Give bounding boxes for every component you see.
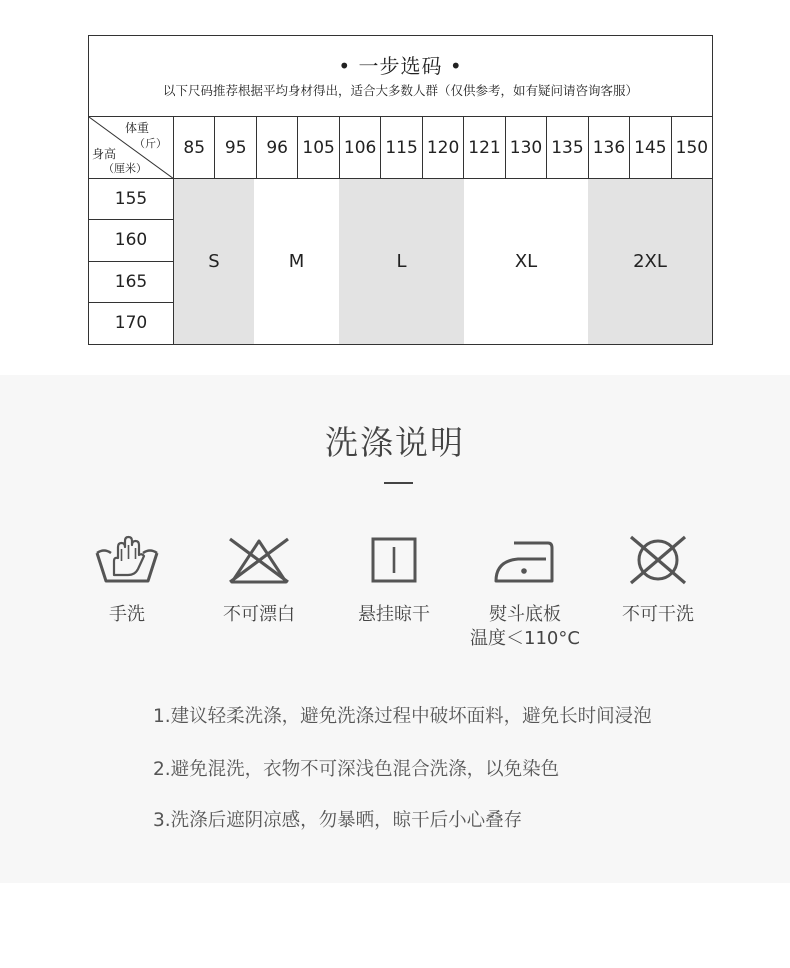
care-label: 手洗 bbox=[109, 604, 145, 625]
size-zone-2xl: 2XL bbox=[588, 179, 712, 344]
no-bleach-icon bbox=[224, 535, 294, 587]
wash-title: 洗涤说明 bbox=[325, 423, 465, 462]
iron-icon bbox=[490, 535, 560, 587]
height-cell: 165 bbox=[89, 262, 173, 303]
care-label-temperature: 温度＜110°C bbox=[470, 628, 580, 649]
care-item-hand-wash bbox=[57, 535, 197, 627]
no-dry-clean-icon bbox=[623, 535, 693, 587]
care-item-no-dry-clean bbox=[588, 535, 728, 627]
weight-cell: 145 bbox=[630, 117, 671, 178]
wash-note-1: 1.建议轻柔洗涤，避免洗涤过程中破坏面料，避免长时间浸泡 bbox=[153, 706, 652, 727]
care-item-hang-dry bbox=[324, 535, 464, 627]
corner-header-cell bbox=[89, 117, 174, 179]
wash-note-3: 3.洗涤后遮阴凉感，勿暴晒，晾干后小心叠存 bbox=[153, 810, 523, 831]
chart-header bbox=[89, 36, 712, 117]
chart-subtitle: 以下尺码推荐根据平均身材得出，适合大多数人群（仅供参考，如有疑问请咨询客服） bbox=[162, 83, 638, 98]
height-unit: （厘米） bbox=[103, 162, 147, 175]
weight-cell: 105 bbox=[298, 117, 339, 178]
weight-cell: 135 bbox=[547, 117, 588, 178]
chart-title: • 一步选码 • bbox=[338, 54, 463, 78]
weight-cell: 130 bbox=[506, 117, 547, 178]
weight-cell: 106 bbox=[340, 117, 381, 178]
wash-instructions-section bbox=[0, 375, 790, 883]
weight-cell: 136 bbox=[589, 117, 630, 178]
size-chart-table bbox=[88, 35, 713, 345]
title-underline bbox=[384, 482, 413, 484]
weight-cell: 120 bbox=[423, 117, 464, 178]
height-cell: 170 bbox=[114, 313, 148, 334]
weight-unit: （斤） bbox=[134, 137, 167, 150]
care-label: 熨斗底板 bbox=[489, 604, 561, 625]
hand-wash-icon bbox=[92, 535, 162, 587]
size-zone-m: M bbox=[288, 251, 305, 272]
care-label: 不可漂白 bbox=[223, 604, 295, 625]
height-label: 身高 bbox=[92, 147, 117, 161]
height-column bbox=[89, 179, 174, 344]
size-zone-s: S bbox=[174, 179, 254, 344]
size-zones bbox=[174, 179, 712, 344]
height-cell: 155 bbox=[89, 179, 173, 220]
weight-label: 体重 bbox=[125, 121, 150, 135]
weight-cell: 95 bbox=[215, 117, 256, 178]
weight-cell: 96 bbox=[257, 117, 298, 178]
care-label: 不可干洗 bbox=[622, 604, 694, 625]
care-item-iron bbox=[455, 535, 595, 651]
care-label: 悬挂晾干 bbox=[358, 604, 430, 625]
weight-cell: 150 bbox=[675, 137, 709, 158]
weight-header-row bbox=[174, 117, 712, 179]
hang-dry-icon bbox=[359, 535, 429, 587]
weight-cell: 121 bbox=[464, 117, 505, 178]
weight-cell: 85 bbox=[174, 117, 215, 178]
weight-cell: 115 bbox=[381, 117, 422, 178]
size-zone-xl: XL bbox=[514, 251, 538, 272]
size-zone-l: L bbox=[339, 179, 464, 344]
wash-note-2: 2.避免混洗，衣物不可深浅色混合洗涤，以免染色 bbox=[153, 759, 560, 780]
height-cell: 160 bbox=[89, 220, 173, 261]
care-item-no-bleach bbox=[189, 535, 329, 627]
